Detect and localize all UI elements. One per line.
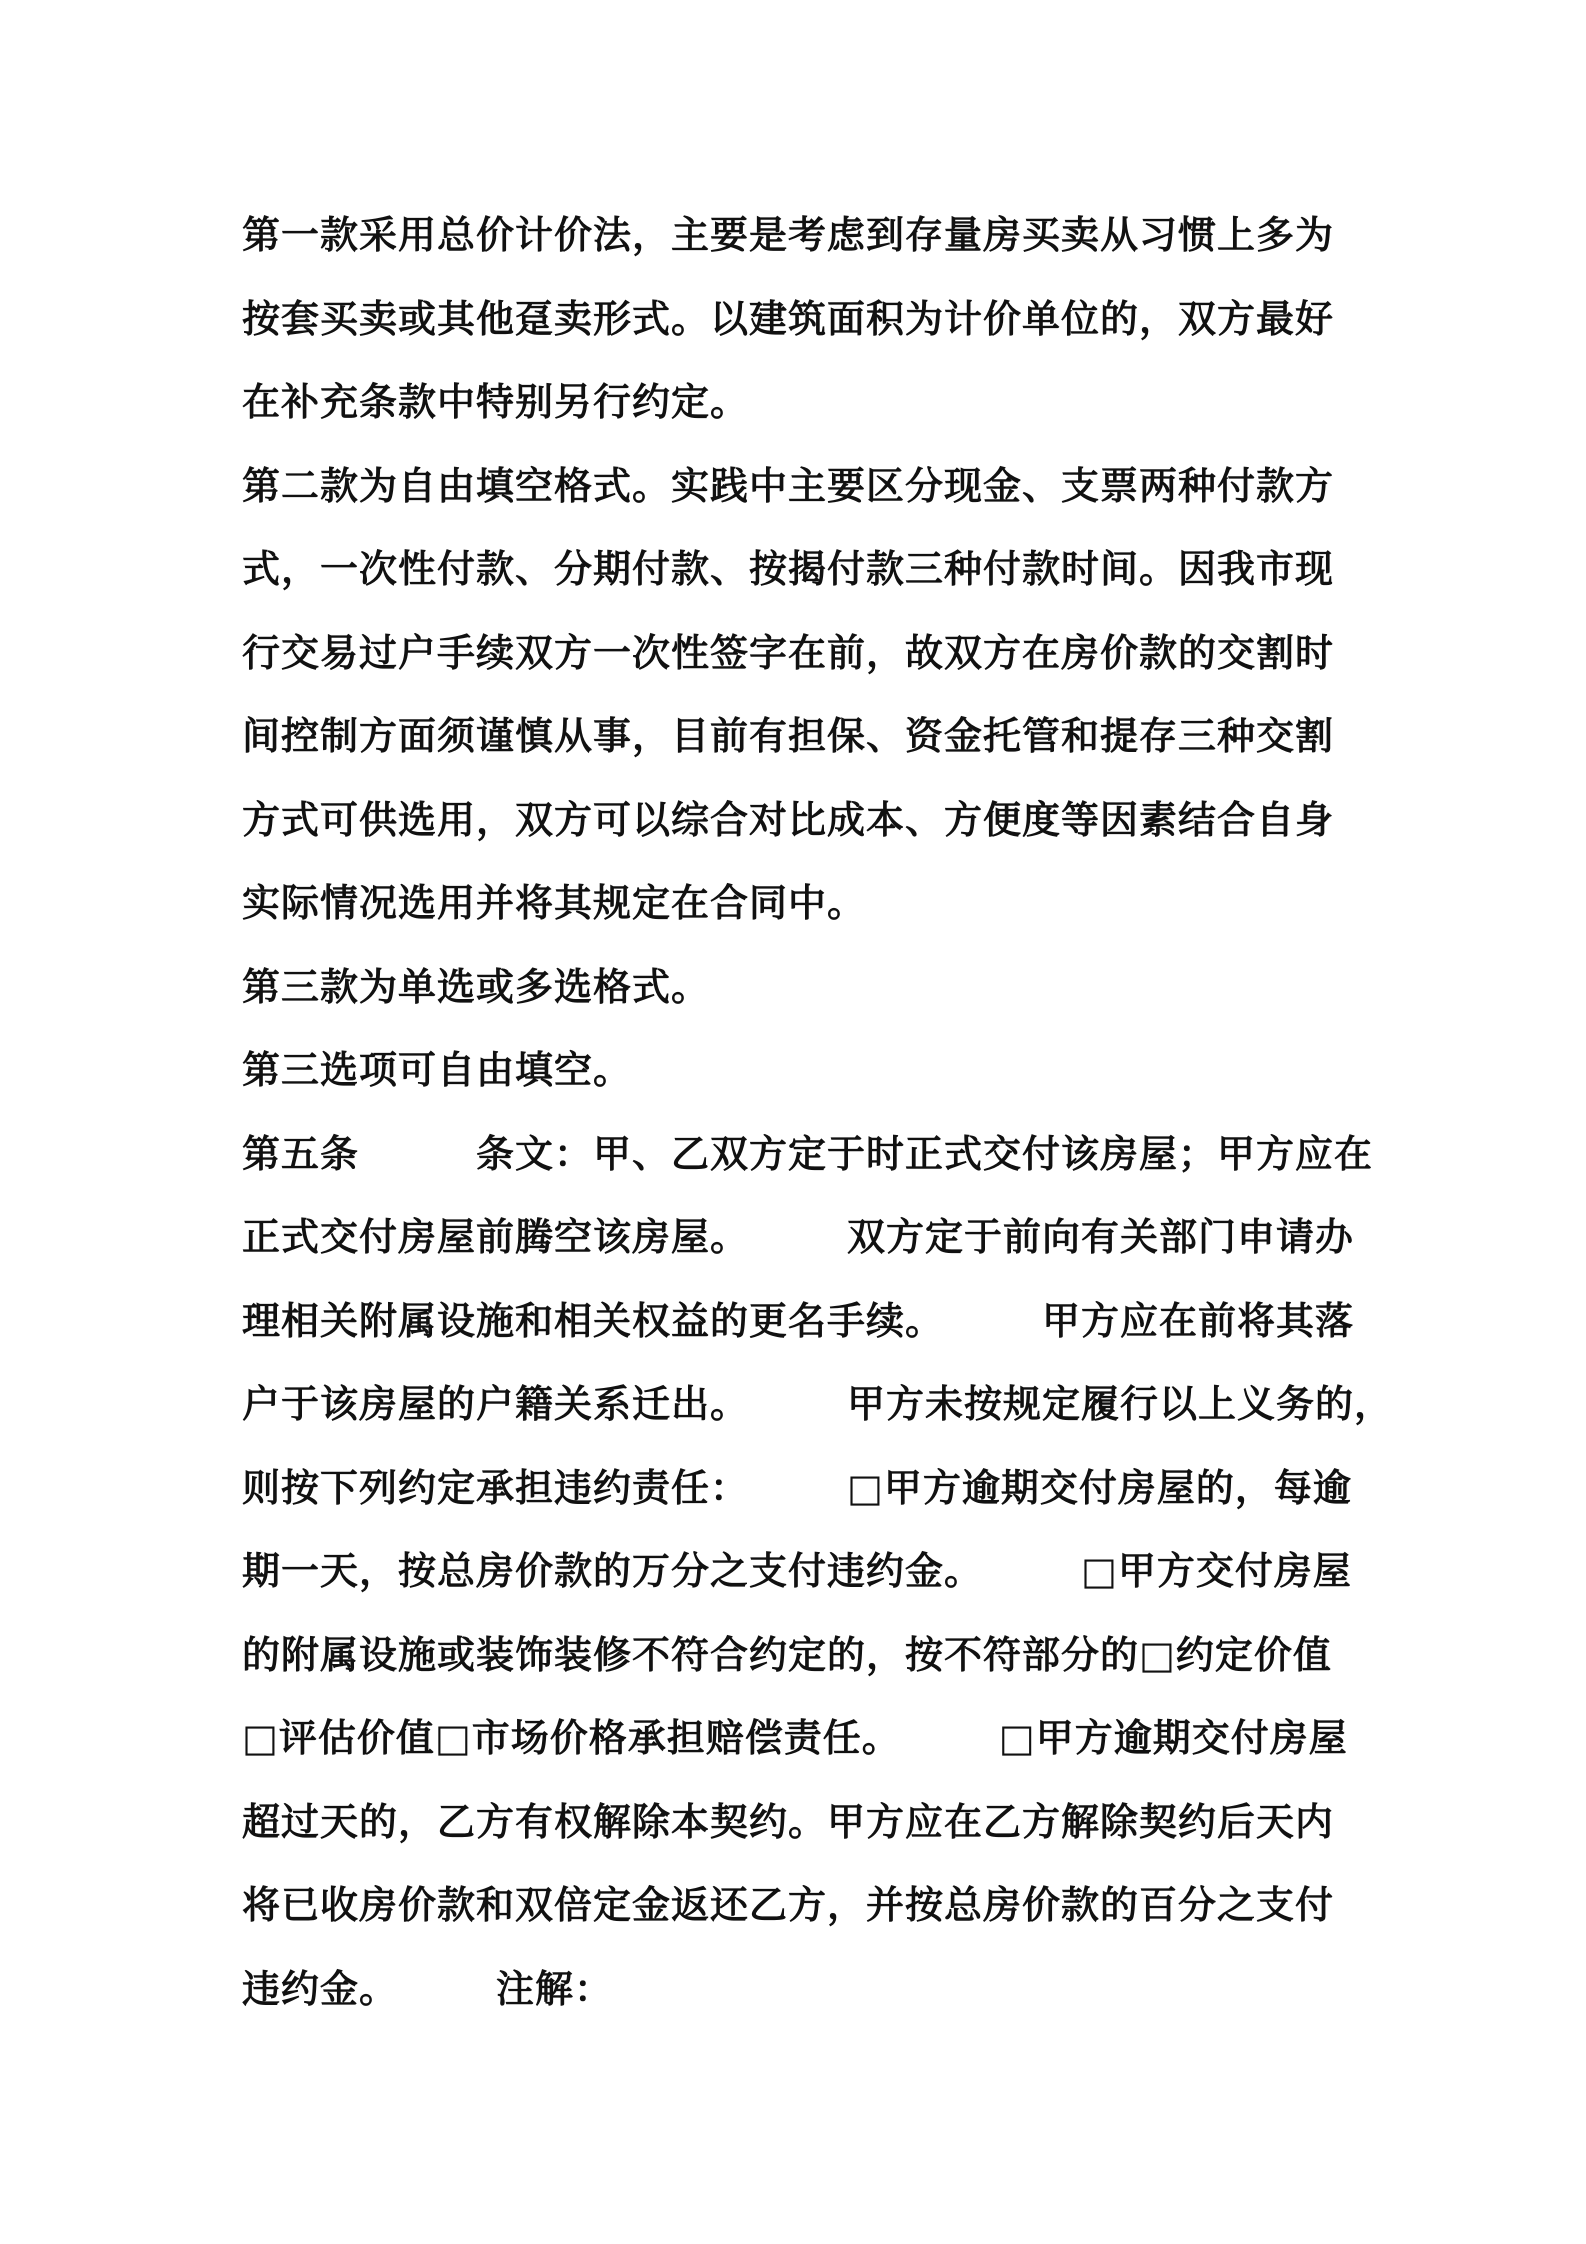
text-line: 间控制方面须谨慎从事，目前有担保、资金托管和提存三种交割: [242, 714, 1335, 758]
text-line: 第二款为自由填空格式。实践中主要区分现金、支票两种付款方: [242, 463, 1335, 508]
text-line: 第三选项可自由填空。: [242, 1048, 633, 1092]
text-line: 超过天的，乙方有权解除本契约。甲方应在乙方解除契约后天内: [242, 1799, 1335, 1844]
text-line: 第三款为单选或多选格式。: [242, 964, 711, 1009]
text-line: 式，一次性付款、分期付款、按揭付款三种付款时间。因我市现: [242, 547, 1335, 591]
text-line: 方式可供选用，双方可以综合对比成本、方便度等因素结合自身: [242, 797, 1335, 842]
text-line: 第五条 条文：甲、乙双方定于时正式交付该房屋；甲方应在: [242, 1131, 1374, 1176]
text-line: 的附属设施或装饰装修不符合约定的，按不符部分的□约定价值: [242, 1632, 1332, 1677]
text-line: 行交易过户手续双方一次性签字在前，故双方在房价款的交割时: [242, 630, 1335, 675]
text-line: 第一款采用总价计价法，主要是考虑到存量房买卖从习惯上多为: [242, 213, 1335, 257]
text-line: 户于该房屋的户籍关系迁出。 甲方未按规定履行以上义务的，: [242, 1382, 1394, 1426]
text-line: 理相关附属设施和相关权益的更名手续。 甲方应在前将其落: [242, 1298, 1355, 1343]
text-line: 期一天，按总房价款的万分之支付违约金。 □甲方交付房屋: [242, 1549, 1352, 1593]
text-line: 在补充条款中特别另行约定。: [242, 380, 750, 424]
document-body: [242, 194, 1394, 2031]
text-line: 则按下列约定承担违约责任： □甲方逾期交付房屋的，每逾: [242, 1465, 1352, 1510]
text-line: 违约金。 注解：: [242, 1966, 614, 2011]
text-line: 实际情况选用并将其规定在合同中。: [242, 881, 867, 925]
text-line: 按套买卖或其他趸卖形式。以建筑面积为计价单位的，双方最好: [242, 296, 1335, 341]
text-line: 将已收房价款和双倍定金返还乙方，并按总房价款的百分之支付: [242, 1883, 1335, 1927]
text-line: □评估价值□市场价格承担赔偿责任。 □甲方逾期交付房屋: [242, 1716, 1348, 1760]
text-line: 正式交付房屋前腾空该房屋。 双方定于前向有关部门申请办: [242, 1215, 1355, 1259]
